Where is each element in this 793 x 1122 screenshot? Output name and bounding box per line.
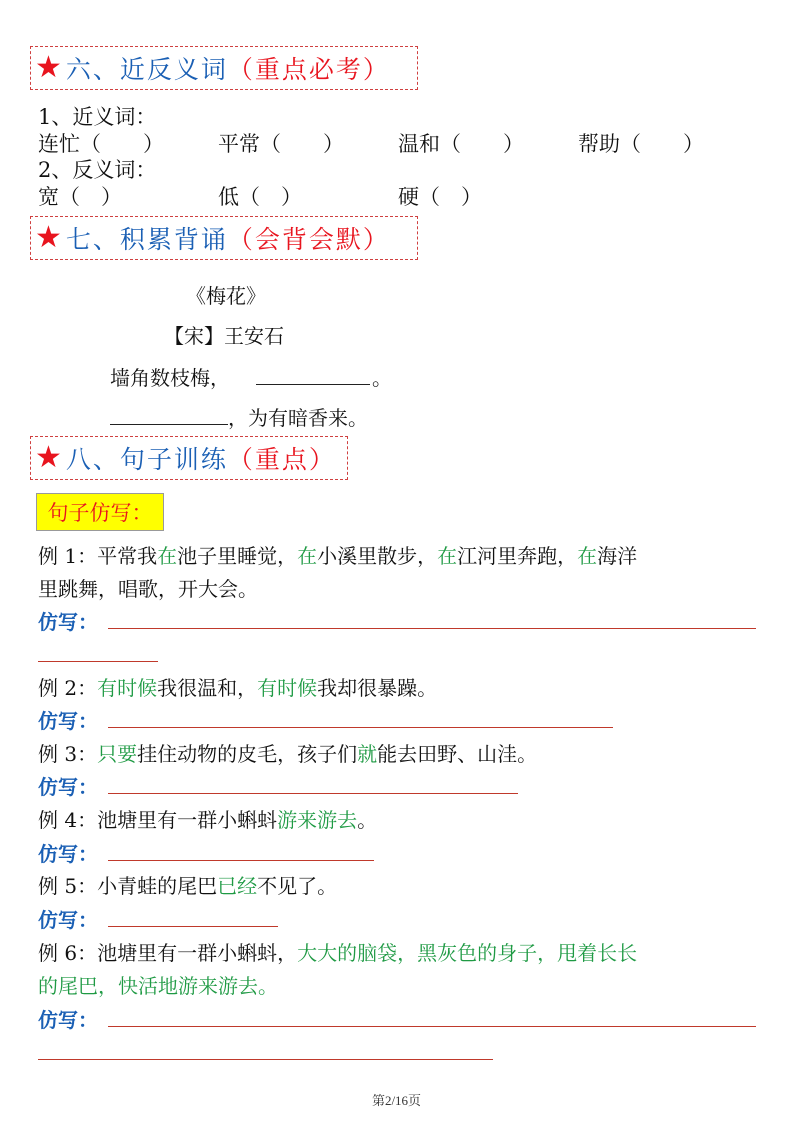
imitate-label: 仿写： [38, 842, 98, 866]
section-header-sentence-training [30, 436, 348, 480]
sentence-imitation-tag: 句子仿写： [36, 493, 164, 531]
answer-line[interactable] [108, 628, 756, 629]
answer-line[interactable] [108, 727, 613, 728]
keyword: 大大的脑袋，黑灰色的身子，甩着长长 [297, 941, 638, 965]
imitate-label: 仿写： [38, 908, 98, 932]
keyword: 在 [437, 544, 458, 568]
answer-line[interactable] [108, 793, 518, 794]
section-header-synonyms [30, 46, 418, 90]
example-text: 。 [357, 808, 378, 832]
example-text: 池子里睡觉， [177, 544, 298, 568]
example-text: 小青蛙的尾巴 [97, 874, 218, 898]
example-text: 挂住动物的皮毛，孩子们 [137, 742, 358, 766]
example-label: 例 6： [38, 941, 98, 965]
keyword: 已经 [217, 874, 258, 898]
example-4 [38, 804, 377, 833]
example-5 [38, 870, 337, 899]
keyword: 只要 [97, 742, 138, 766]
poem-title: 《梅花》 [186, 284, 266, 308]
example-text: 江河里奔跑， [457, 544, 578, 568]
keyword: 在 [577, 544, 598, 568]
example-6-line-1 [38, 937, 637, 966]
example-text: 不见了。 [257, 874, 338, 898]
section-title: 八、句子训练 [65, 445, 228, 474]
example-text: 平常我 [97, 544, 158, 568]
example-1-line-2: 里跳舞，唱歌，开大会。 [38, 577, 258, 601]
synonym-item: 温和（ ） [398, 132, 524, 156]
example-label: 例 5： [38, 874, 98, 898]
example-text: 能去田野、山洼。 [377, 742, 538, 766]
example-6-line-2: 的尾巴，快活地游来游去。 [38, 974, 278, 998]
example-label: 例 4： [38, 808, 98, 832]
keyword: 游来游去 [277, 808, 358, 832]
section-header-recitation [30, 216, 418, 260]
antonym-item: 硬（ ） [398, 185, 482, 209]
synonym-item: 平常（ ） [218, 132, 344, 156]
fill-blank-line [110, 424, 228, 425]
example-label: 例 2： [38, 676, 98, 700]
synonym-item: 帮助（ ） [578, 132, 704, 156]
poem-line-1-end: 。 [372, 366, 392, 390]
antonym-item: 宽（ ） [38, 185, 122, 209]
section-title: 六、近反义词 [65, 55, 228, 84]
synonyms-heading: 1、近义词： [38, 105, 157, 129]
page-number: 第2/16页 [371, 1093, 422, 1108]
keyword: 就 [357, 742, 378, 766]
section-note: （重点必考） [227, 55, 390, 84]
answer-line[interactable] [108, 860, 374, 861]
imitate-label: 仿写： [38, 610, 98, 634]
poem-line-2: ，为有暗香来。 [228, 406, 368, 430]
imitate-label: 仿写： [38, 775, 98, 799]
example-label: 例 1： [38, 544, 98, 568]
example-text: 我很温和， [157, 676, 258, 700]
example-text: 海洋 [597, 544, 638, 568]
poem-author: 【宋】王安石 [164, 324, 284, 348]
poem-line-1: 墙角数枝梅， [110, 366, 230, 390]
section-note: （会背会默） [227, 225, 390, 254]
keyword: 在 [157, 544, 178, 568]
synonym-item: 连忙（ ） [38, 132, 164, 156]
example-label: 例 3： [38, 742, 98, 766]
star-icon: ★ [35, 220, 62, 255]
imitate-label: 仿写： [38, 1008, 98, 1032]
antonym-item: 低（ ） [218, 185, 302, 209]
keyword: 有时候 [97, 676, 158, 700]
answer-line[interactable] [108, 1026, 756, 1027]
star-icon: ★ [35, 440, 62, 475]
example-1-line-1 [38, 540, 637, 569]
imitate-label: 仿写： [38, 709, 98, 733]
answer-line[interactable] [38, 1059, 493, 1060]
antonyms-heading: 2、反义词： [38, 158, 157, 182]
example-text: 小溪里散步， [317, 544, 438, 568]
example-2 [38, 672, 437, 701]
star-icon: ★ [35, 50, 62, 85]
example-text: 池塘里有一群小蝌蚪， [97, 941, 298, 965]
fill-blank-line [256, 384, 370, 385]
answer-line[interactable] [108, 926, 278, 927]
example-3 [38, 738, 537, 767]
section-note: （重点） [227, 445, 336, 474]
answer-line[interactable] [38, 661, 158, 662]
example-text: 池塘里有一群小蝌蚪 [97, 808, 278, 832]
example-text: 我却很暴躁。 [317, 676, 438, 700]
section-title: 七、积累背诵 [65, 225, 228, 254]
keyword: 在 [297, 544, 318, 568]
keyword: 有时候 [257, 676, 318, 700]
